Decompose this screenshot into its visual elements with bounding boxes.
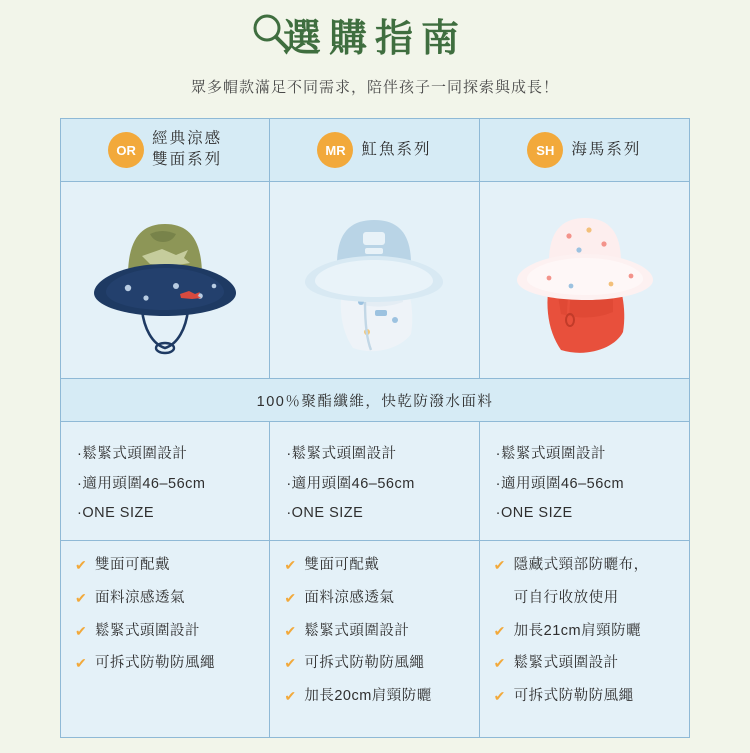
spec-line: ·ONE SIZE <box>495 505 573 522</box>
product-image-row <box>61 182 689 379</box>
hat-image-mr <box>289 198 459 363</box>
feature-item <box>284 588 470 610</box>
series-name: 海馬系列 <box>571 140 642 158</box>
product-image-cell <box>61 182 270 378</box>
series-header-cell <box>480 119 689 181</box>
feature-item <box>284 653 470 675</box>
feature-cell <box>480 541 689 737</box>
check-icon: ✔ <box>493 622 506 639</box>
check-icon: ✔ <box>284 622 297 639</box>
spec-line: ·適用頭圍46–56cm <box>286 475 415 492</box>
feature-item <box>284 555 470 577</box>
feature-label: 可拆式防勒防風繩 <box>513 688 634 704</box>
feature-item <box>494 621 681 643</box>
check-icon: ✔ <box>284 688 297 704</box>
material-row <box>61 379 689 422</box>
series-name: 魟魚系列 <box>361 140 432 158</box>
feature-label: 可自行收放使用 <box>513 589 619 606</box>
series-badge: OR <box>108 132 144 168</box>
product-image-cell <box>270 182 479 378</box>
spec-line: ·適用頭圍46–56cm <box>77 475 206 492</box>
spec-line: ·鬆緊式頭圍設計 <box>286 446 397 462</box>
series-name-line2: 雙面系列 <box>152 151 223 168</box>
check-icon: ✔ <box>284 655 297 672</box>
check-icon: ✔ <box>493 655 506 672</box>
spec-cell <box>270 422 479 540</box>
feature-label: 面料涼感透氣 <box>95 589 185 606</box>
feature-label: 鬆緊式頭圍設計 <box>304 622 410 639</box>
feature-item-continuation <box>494 588 681 610</box>
series-header-cell <box>61 119 270 181</box>
feature-item <box>284 686 470 708</box>
feature-item <box>494 653 681 675</box>
material-note: 100％聚酯纖維，快乾防潑水面料 <box>256 393 494 410</box>
feature-item <box>284 621 470 643</box>
check-icon: ✔ <box>75 589 88 606</box>
feature-label: 面料涼感透氣 <box>304 589 395 606</box>
spec-line: ·ONE SIZE <box>77 505 155 522</box>
feature-label: 可拆式防勒防風繩 <box>304 655 425 672</box>
feature-item <box>494 686 681 708</box>
feature-cell <box>270 541 479 737</box>
check-icon: ✔ <box>493 557 506 573</box>
feature-label: 鬆緊式頭圍設計 <box>513 655 619 672</box>
page-title: 選購指南 <box>282 18 467 60</box>
series-badge: MR <box>317 132 353 168</box>
comparison-table <box>60 118 690 738</box>
feature-row <box>61 541 689 737</box>
hat-image-sh <box>499 198 669 363</box>
feature-label: 隱藏式頸部防曬布， <box>513 557 649 573</box>
series-name-line1: 經典涼感 <box>152 130 223 148</box>
feature-cell <box>61 541 270 737</box>
feature-label: 加長20cm肩頸防曬 <box>304 688 432 704</box>
check-icon: ✔ <box>75 557 88 573</box>
page-subtitle: 眾多帽款滿足不同需求，陪伴孩子一同探索與成長！ <box>190 79 559 96</box>
page-header <box>0 0 750 97</box>
spec-cell <box>480 422 689 540</box>
check-icon: ✔ <box>75 622 88 639</box>
title-row <box>283 10 467 68</box>
check-icon: ✔ <box>493 688 506 704</box>
check-icon: ✔ <box>284 557 297 573</box>
feature-item <box>75 555 261 577</box>
spec-line: ·鬆緊式頭圍設計 <box>495 446 606 462</box>
feature-item <box>75 653 261 675</box>
spec-line: ·鬆緊式頭圍設計 <box>77 446 188 462</box>
check-icon: ✔ <box>75 655 88 672</box>
series-header-cell <box>270 119 479 181</box>
feature-item <box>494 555 681 577</box>
feature-item <box>75 588 261 610</box>
spec-line: ·ONE SIZE <box>286 505 364 522</box>
feature-item <box>75 621 261 643</box>
feature-label: 加長21cm肩頸防曬 <box>513 622 642 639</box>
spec-row <box>61 422 689 541</box>
feature-label: 雙面可配戴 <box>95 557 170 573</box>
hat-image-or <box>80 198 250 363</box>
spec-cell <box>61 422 270 540</box>
series-badge: SH <box>527 132 563 168</box>
spec-line: ·適用頭圍46–56cm <box>495 475 625 492</box>
series-name <box>152 129 222 171</box>
product-image-cell <box>480 182 689 378</box>
series-header-row <box>61 119 689 182</box>
check-icon: ✔ <box>284 589 297 606</box>
feature-label: 雙面可配戴 <box>304 557 380 573</box>
feature-label: 鬆緊式頭圍設計 <box>95 622 200 639</box>
feature-label: 可拆式防勒防風繩 <box>95 655 215 672</box>
